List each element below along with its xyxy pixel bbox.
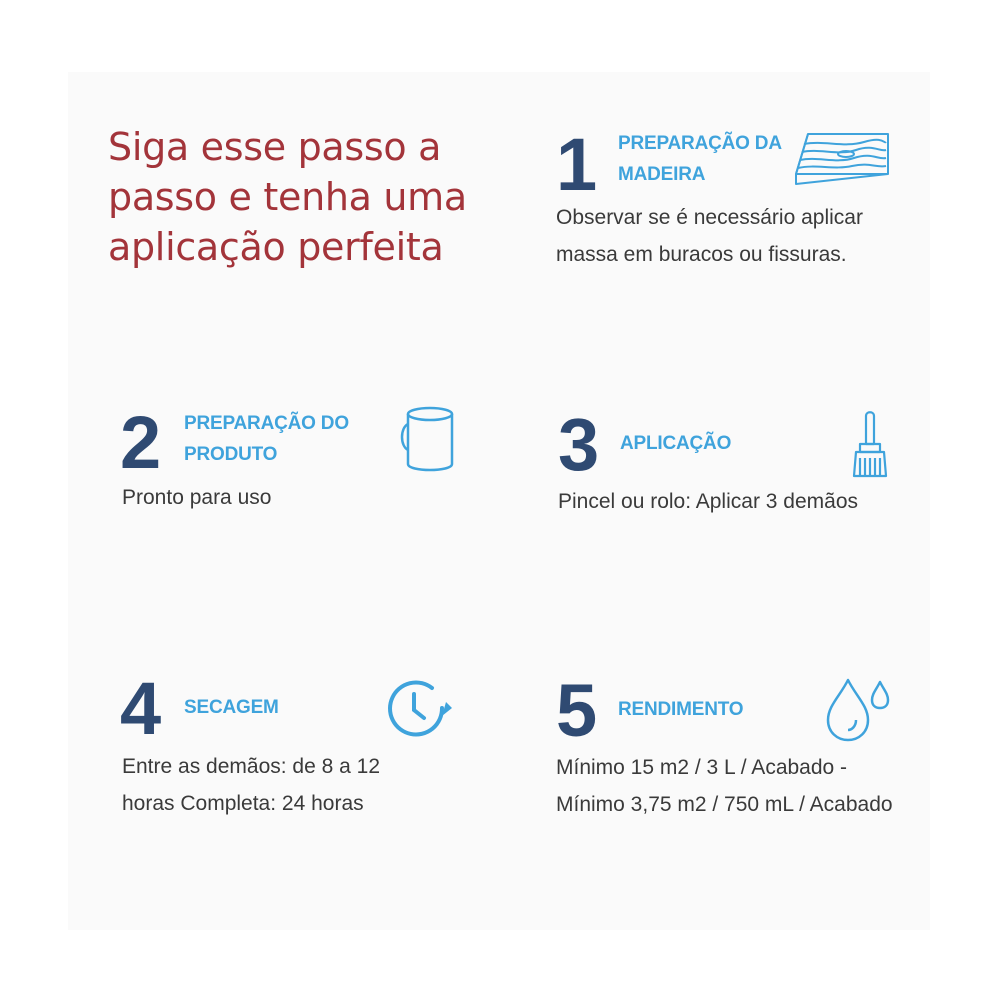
step-number: 5 bbox=[556, 669, 598, 752]
step-description: Pincel ou rolo: Aplicar 3 demãos bbox=[558, 490, 858, 513]
step-title: PREPARAÇÃO DO PRODUTO bbox=[184, 413, 349, 465]
step-title: APLICAÇÃO bbox=[620, 433, 732, 454]
step-description: Entre as demãos: de 8 a 12 horas Completa: 24 horas bbox=[122, 755, 380, 815]
water-drops-icon bbox=[826, 676, 892, 742]
step-title: RENDIMENTO bbox=[618, 699, 744, 720]
step-description: Observar se é necessário aplicar massa em buracos ou fissuras. bbox=[556, 206, 863, 266]
paint-can-icon bbox=[398, 406, 456, 472]
wood-plank-icon bbox=[794, 132, 890, 186]
step-title: SECAGEM bbox=[184, 697, 279, 718]
intro-heading: Siga esse passo a passo e tenha uma aplicação perfeita bbox=[108, 125, 467, 269]
step-number: 4 bbox=[120, 667, 162, 750]
step-description: Mínimo 15 m2 / 3 L / Acabado - Mínimo 3,75 m2 / 750 mL / Acabado bbox=[556, 756, 893, 816]
step-number: 2 bbox=[120, 401, 162, 484]
paint-brush-icon bbox=[850, 410, 890, 480]
clock-icon bbox=[386, 678, 456, 738]
step-number: 1 bbox=[556, 123, 598, 206]
step-title: PREPARAÇÃO DA MADEIRA bbox=[618, 133, 782, 185]
step-number: 3 bbox=[558, 403, 600, 486]
step-description: Pronto para uso bbox=[122, 486, 272, 509]
